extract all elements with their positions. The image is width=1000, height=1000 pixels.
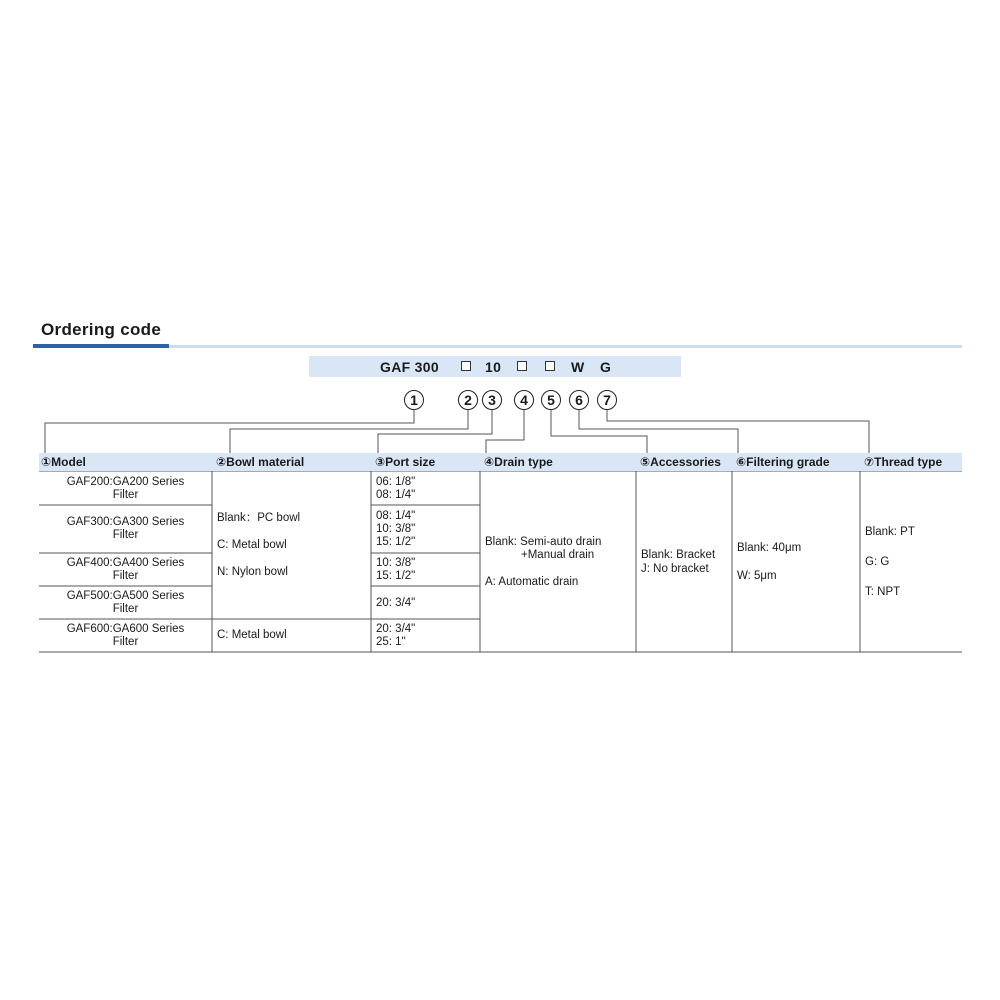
filter-option-5um: W: 5μm	[737, 570, 777, 582]
title-underline	[169, 345, 962, 348]
thread-option-g: G: G	[865, 556, 890, 568]
bowl-option-metal-large: C: Metal bowl	[217, 629, 287, 641]
port-group-5: 20: 3/4" 25: 1"	[376, 623, 416, 648]
header-model: ①Model	[41, 455, 86, 469]
header-port-size: ③Port size	[375, 455, 436, 469]
model-row-4: GAF500:GA500 Series Filter	[66, 590, 185, 615]
code-thread: G	[600, 359, 612, 375]
header-accessories: ⑤Accessories	[640, 455, 721, 469]
marker-7: 7	[597, 390, 617, 410]
port-group-2: 08: 1/4" 10: 3/8" 15: 1/2"	[376, 510, 416, 548]
header-thread-type: ⑦Thread type	[864, 455, 943, 469]
marker-5: 5	[541, 390, 561, 410]
header-filtering-grade: ⑥Filtering grade	[736, 455, 830, 469]
bowl-option-metal: C: Metal bowl	[217, 539, 287, 551]
code-placeholder-drain	[517, 361, 527, 371]
header-bowl-material: ②Bowl material	[216, 455, 305, 469]
model-row-1: GAF200:GA200 Series Filter	[66, 476, 185, 501]
bowl-option-pc: Blank：PC bowl	[217, 512, 301, 524]
filter-option-40um: Blank: 40μm	[737, 542, 802, 554]
model-row-5: GAF600:GA600 Series Filter	[66, 623, 185, 648]
drain-option-manual: +Manual drain	[521, 549, 595, 561]
marker-4: 4	[514, 390, 534, 410]
port-group-4: 20: 3/4"	[376, 597, 416, 609]
marker-1: 1	[404, 390, 424, 410]
thread-option-pt: Blank: PT	[865, 526, 915, 538]
code-port: 10	[485, 359, 502, 375]
marker-2: 2	[458, 390, 478, 410]
marker-3: 3	[482, 390, 502, 410]
code-filter: W	[571, 359, 585, 375]
title-underline-accent	[33, 344, 169, 348]
code-placeholder-bowl	[461, 361, 471, 371]
accessory-option-no-bracket: J: No bracket	[641, 563, 709, 575]
model-row-2: GAF300:GA300 Series Filter	[66, 516, 185, 541]
thread-option-npt: T: NPT	[865, 586, 901, 598]
code-prefix: GAF 300	[380, 359, 439, 375]
code-placeholder-accessory	[545, 361, 555, 371]
header-drain-type: ④Drain type	[484, 455, 553, 469]
bowl-option-nylon: N: Nylon bowl	[217, 566, 288, 578]
port-group-1: 06: 1/8" 08: 1/4"	[376, 476, 416, 501]
section-title: Ordering code	[41, 320, 162, 339]
accessory-option-bracket: Blank: Bracket	[641, 549, 716, 561]
marker-6: 6	[569, 390, 589, 410]
drain-option-automatic: A: Automatic drain	[485, 576, 579, 588]
model-row-3: GAF400:GA400 Series Filter	[66, 557, 185, 582]
port-group-3: 10: 3/8" 15: 1/2"	[376, 557, 416, 582]
drain-option-semi-auto: Blank: Semi-auto drain	[485, 536, 602, 548]
